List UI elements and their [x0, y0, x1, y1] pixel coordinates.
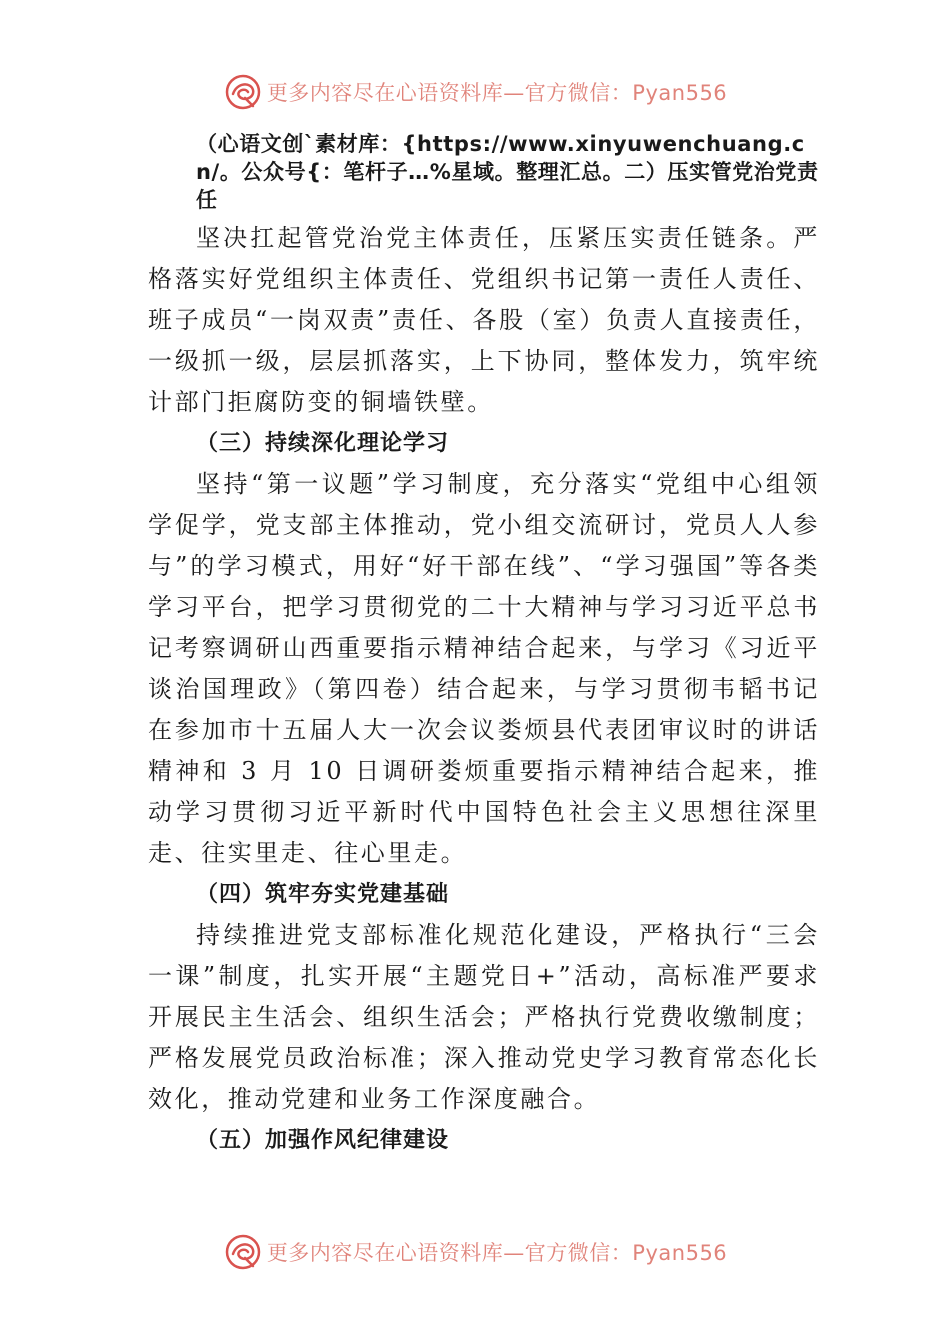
red-swirl-logo-icon [223, 72, 263, 112]
footer-watermark-banner [0, 1232, 950, 1272]
paragraph-party-building: 持续推进党支部标准化规范化建设，严格执行“三会一课”制度，扎实开展“主题党日+”活动，高标准严要求开展民主生活会、组织生活会；严格执行党费收缴制度；严格发展党员政治标准；深入推动党史学习教育常态化长效化，推动党建和业务工作深度融合。 [148, 921, 820, 1113]
red-swirl-logo-icon [223, 1232, 263, 1272]
section-heading-discipline: （五）加强作风纪律建设 [196, 1128, 450, 1153]
section-heading-theory-study: （三）持续深化理论学习 [196, 431, 450, 456]
intro-line: （心语文创`素材库：{https://www.xinyuwenchuang.cn/。公众号{：笔杆子…%星域。整理汇总。二）压实管党治党责任 [196, 132, 819, 212]
watermark-text: 更多内容尽在心语资料库—官方微信：Pyan556 [266, 81, 728, 105]
section-heading-party-building: （四）筑牢夯实党建基础 [196, 882, 450, 907]
paragraph-theory-study: 坚持“第一议题”学习制度，充分落实“党组中心组领学促学，党支部主体推动，党小组交流研讨，党员人人参与”的学习模式，用好“好干部在线”、“学习强国”等各类学习平台，把学习贯彻党的二十大精神与学习习近平总书记考察调研山西重要指示精神结合起来，与学习《习近平谈治国理政》（第四卷）结合起来，与学习贯彻韦韬书记在参加市十五届人大一次会议娄烦县代表团审议时的讲话精神和 3 月 10 日调研娄烦重要指示精神结合起来，推动学习贯彻习近平新时代中国特色社会主义思想往深里走、往实里走、往心里走。 [148, 470, 820, 867]
header-watermark-banner [0, 72, 950, 112]
document-body [148, 130, 820, 1161]
watermark-text: 更多内容尽在心语资料库—官方微信：Pyan556 [266, 1241, 728, 1265]
paragraph-responsibility: 坚决扛起管党治党主体责任，压紧压实责任链条。严格落实好党组织主体责任、党组织书记第一责任人责任、班子成员“一岗双责”责任、各股（室）负责人直接责任，一级抓一级，层层抓落实，上下协同，整体发力，筑牢统计部门拒腐防变的铜墙铁壁。 [148, 224, 820, 416]
